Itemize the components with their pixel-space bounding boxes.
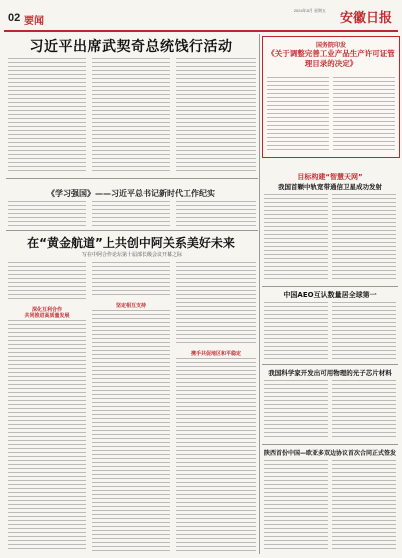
box-title: 《关于调整完善工业产品生产许可证管理目录的决定》	[267, 49, 395, 68]
article2-body-col3	[176, 201, 256, 227]
state-council-box	[262, 36, 400, 158]
article3-deck: 写在中阿合作论坛第十届部长级会议开幕之际	[81, 252, 182, 258]
article2-body-col1	[8, 201, 86, 227]
subsection-3: 坚定相互支持	[115, 303, 146, 309]
article3-body-col2b	[92, 310, 170, 552]
right-h1-sub: 我国首颗中轨宽带通信卫星成功发射	[278, 183, 382, 191]
lead-body-col1	[8, 58, 86, 174]
lead-headline: 习近平出席武契奇总统饯行活动	[29, 39, 233, 55]
masthead	[4, 2, 398, 32]
page-number: 02	[8, 12, 21, 24]
right-h1: 目标构建“智慧天网”	[297, 173, 363, 181]
article3-body-col3	[176, 262, 256, 346]
article3-headline: 在“黄金航道”上共创中阿关系美好未来	[27, 236, 235, 250]
article3-body-col1	[8, 262, 86, 302]
subsection-4: 携手共促地区和平稳定	[190, 351, 241, 357]
article3-body-col1b	[8, 320, 86, 552]
article2-headline: 《学习强国》——习近平总书记新时代工作纪实	[47, 189, 215, 198]
newspaper-logo: 安徽日报	[339, 11, 392, 26]
lead-body-col3	[176, 58, 256, 174]
article3-body-col3b	[176, 358, 256, 552]
section-label: 要闻	[24, 16, 44, 27]
subsection-2: 共同推进高质量发展	[24, 313, 70, 319]
box-kicker: 国务院印发	[315, 42, 346, 49]
article3-body-col2	[92, 262, 170, 298]
right-h4: 陕西首份中国—欧亚多双边协议首次合同正式签发	[263, 450, 396, 457]
right-h3: 我国科学家开发出可用物理的光子芯片材料	[268, 369, 392, 377]
issue-info: 2024年8月 星期五	[293, 8, 326, 13]
right-h2: 中国AEO互认数量居全球第一	[283, 291, 377, 299]
article2-body-col2	[92, 201, 170, 227]
lead-body-col2	[92, 58, 170, 174]
subsection-1: 深化互利合作	[31, 307, 62, 313]
